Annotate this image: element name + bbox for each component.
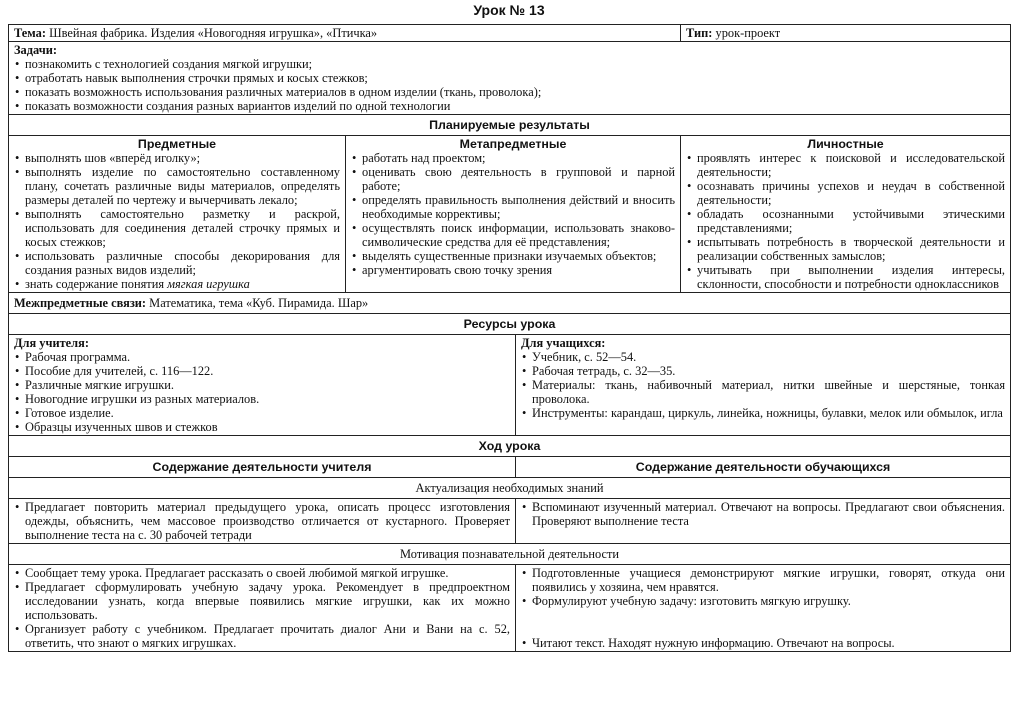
type-value: урок-проект xyxy=(715,26,781,40)
list-item: • Образцы изученных швов и стежков xyxy=(14,420,510,434)
topic-cell xyxy=(9,25,681,42)
list-item: • Рабочая тетрадь, с. 32—35. xyxy=(521,364,1005,378)
concept-prefix: знать содержание понятия xyxy=(25,277,165,291)
lesson-flow-heading: Ход урока xyxy=(9,436,1011,457)
list-item: • показать возможности создания разных вариантов изделий по одной технологии xyxy=(14,99,1005,113)
meta-results-list xyxy=(351,151,675,277)
list-item: • работать над проектом; xyxy=(351,151,675,165)
list-item: • Рабочая программа. xyxy=(14,350,510,364)
interdisciplinary-value: Математика, тема «Куб. Пирамида. Шар» xyxy=(149,296,369,310)
list-item: • Сообщает тему урока. Предлагает рассказать о своей любимой мягкой игрушке. xyxy=(14,566,510,580)
activity-columns-row xyxy=(9,457,1011,478)
topic-row xyxy=(9,25,1011,42)
list-item: • познакомить с технологией создания мягкой игрушки; xyxy=(14,57,1005,71)
teacher-activity-heading: Содержание деятельности учителя xyxy=(9,457,516,478)
tasks-cell xyxy=(9,42,1011,115)
resources-heading: Ресурсы урока xyxy=(9,314,1011,335)
list-item: • Читают текст. Находят нужную информацию. Отвечают на вопросы. xyxy=(521,636,1005,650)
list-item: • Организует работу с учебником. Предлагает прочитать диалог Ани и Вани на с. 52, ответить, что знают о мягких игрушках. xyxy=(14,622,510,650)
results-personal-cell xyxy=(681,136,1011,293)
topic-label: Тема: xyxy=(14,26,46,40)
list-item: • выполнять изделие по самостоятельно составленному плану, сочетать различные виды материалов, определять размеры деталей по чертежу и вычерчивать лекало; xyxy=(14,165,340,207)
interdisciplinary-cell xyxy=(9,293,1011,314)
tasks-row xyxy=(9,42,1011,115)
list-item: • испытывать потребность в творческой деятельности и реализации собственных замыслов; xyxy=(686,235,1005,263)
list-item: • показать возможность использования различных материалов в одном изделии (ткань, проволока); xyxy=(14,85,1005,99)
type-label: Тип: xyxy=(686,26,713,40)
list-item: • определять правильность выполнения действий и вносить необходимые коррективы; xyxy=(351,193,675,221)
interdisciplinary-label: Межпредметные связи: xyxy=(14,296,147,310)
results-subject-cell xyxy=(9,136,346,293)
results-heading: Планируемые результаты xyxy=(9,115,1011,136)
list-item: • проявлять интерес к поисковой и исследовательской деятельности; xyxy=(686,151,1005,179)
list-item: • обладать осознанными устойчивыми этическими представлениями; xyxy=(686,207,1005,235)
list-item: • Готовое изделие. xyxy=(14,406,510,420)
resources-students-cell xyxy=(516,335,1011,436)
student-resources-list xyxy=(521,350,1005,420)
lesson-flow-heading-row xyxy=(9,436,1011,457)
list-item: • Инструменты: карандаш, циркуль, линейка, ножницы, булавки, мелок или обмылок, игла xyxy=(521,406,1005,420)
lesson-plan-table xyxy=(8,24,1011,652)
stage-motivation-students xyxy=(516,565,1011,652)
topic-value: Швейная фабрика. Изделия «Новогодняя игрушка», «Птичка» xyxy=(49,26,378,40)
list-item: • Формулируют учебную задачу: изготовить мягкую игрушку. xyxy=(521,594,1005,608)
list-item: • учитывать при выполнении изделия интересы, склонности, способности и потребности одноклассников xyxy=(686,263,1005,291)
stage-heading-row xyxy=(9,544,1011,565)
list-item: • Материалы: ткань, набивочный материал, нитки швейные и шерстяные, тонкая проволока. xyxy=(521,378,1005,406)
personal-results-heading: Личностные xyxy=(807,137,884,151)
teacher-resources-heading: Для учителя: xyxy=(14,336,89,350)
list-item: • Различные мягкие игрушки. xyxy=(14,378,510,392)
tasks-list xyxy=(14,57,1005,113)
subject-results-heading: Предметные xyxy=(137,137,217,151)
list-item: • выполнять самостоятельно разметку и раскрой, использовать для соединения деталей строчку прямых и косых стежков; xyxy=(14,207,340,249)
resources-row xyxy=(9,335,1011,436)
list-item: • Вспоминают изученный материал. Отвечают на вопросы. Предлагают свои объяснения. Проверяют выполнение теста xyxy=(521,500,1005,528)
list-item: • Пособие для учителей, с. 116—122. xyxy=(14,364,510,378)
list-item: • Новогодние игрушки из разных материалов. xyxy=(14,392,510,406)
student-activity-heading: Содержание деятельности обучающихся xyxy=(516,457,1011,478)
list-item: • использовать различные способы декорирования для создания разных видов изделий; xyxy=(14,249,340,277)
list-item xyxy=(14,277,340,291)
resources-teacher-cell xyxy=(9,335,516,436)
list-item: • Предлагает сформулировать учебную задачу урока. Рекомендует в предпроектном исследовании узнать, когда впервые появились мягкие игрушки, как их можно использовать. xyxy=(14,580,510,622)
type-cell xyxy=(681,25,1011,42)
results-heading-row xyxy=(9,115,1011,136)
list-item: • Предлагает повторить материал предыдущего урока, описать процесс изготовления одежды, объяснить, чем массовое производство отличается от кустарного. Проверяет выполнение теста на с. 30 рабочей тетради xyxy=(14,500,510,542)
subject-results-list xyxy=(14,151,340,291)
teacher-resources-list xyxy=(14,350,510,434)
list-item: • аргументировать свою точку зрения xyxy=(351,263,675,277)
list-item: • Учебник, с. 52—54. xyxy=(521,350,1005,364)
list-item: • выполнять шов «вперёд иголку»; xyxy=(14,151,340,165)
stage-actualization-teacher xyxy=(9,499,516,544)
tasks-heading: Задачи: xyxy=(14,43,57,57)
student-resources-heading: Для учащихся: xyxy=(521,336,606,350)
list-item: • осознавать причины успехов и неудач в собственной деятельности; xyxy=(686,179,1005,207)
meta-results-heading: Метапредметные xyxy=(459,137,567,151)
list-item: • осуществлять поиск информации, использовать знаково-символические средства для её представления; xyxy=(351,221,675,249)
stage-actualization-students xyxy=(516,499,1011,544)
stage-heading-row xyxy=(9,478,1011,499)
personal-results-list xyxy=(686,151,1005,291)
concept-term: мягкая игрушка xyxy=(167,277,250,291)
list-item: • оценивать свою деятельность в групповой и парной работе; xyxy=(351,165,675,193)
stage-actualization-heading: Актуализация необходимых знаний xyxy=(9,478,1011,499)
results-row xyxy=(9,136,1011,293)
interdisciplinary-row xyxy=(9,293,1011,314)
list-item: • Подготовленные учащиеся демонстрируют мягкие игрушки, говорят, откуда они появились у хозяина, чем нравятся. xyxy=(521,566,1005,594)
list-item: • отработать навык выполнения строчки прямых и косых стежков; xyxy=(14,71,1005,85)
stage-motivation-heading: Мотивация познавательной деятельности xyxy=(9,544,1011,565)
results-meta-cell xyxy=(346,136,681,293)
list-item: • выделять существенные признаки изучаемых объектов; xyxy=(351,249,675,263)
stage-motivation-row xyxy=(9,565,1011,652)
resources-heading-row xyxy=(9,314,1011,335)
stage-motivation-teacher xyxy=(9,565,516,652)
lesson-title: Урок № 13 xyxy=(473,2,545,18)
stage-actualization-row xyxy=(9,499,1011,544)
